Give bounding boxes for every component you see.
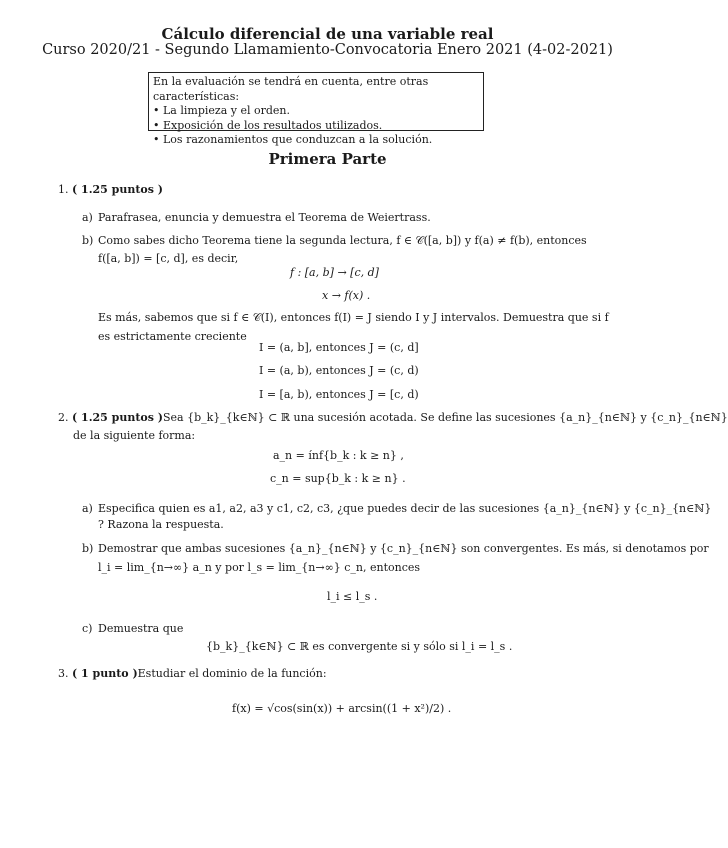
note-item: • Exposición de los resultados utilizados. bbox=[163, 119, 479, 134]
exam-title: Cálculo diferencial de una variable real bbox=[161, 25, 494, 43]
question-1-points: ( 1.25 puntos ) bbox=[72, 183, 163, 196]
q2-equation-supremum: c_n = sup{b_k : k ≥ n} . bbox=[270, 472, 406, 485]
note-intro: En la evaluación se tendrá en cuenta, entre otras características: bbox=[153, 75, 429, 103]
note-item: • Los razonamientos que conduzcan a la solución. bbox=[163, 133, 479, 148]
q2-part-b-line1: Demostrar que ambas sucesiones {a_n}_{n∈ℕ} y {c_n}_{n∈ℕ} son convergentes. Es más, si denotamos por bbox=[98, 542, 709, 555]
section-title: Primera Parte bbox=[268, 150, 387, 168]
question-3-number: 3. bbox=[58, 667, 69, 680]
question-1-header bbox=[58, 183, 163, 197]
q1-part-a-label: a) bbox=[82, 211, 93, 224]
question-2-number: 2. bbox=[58, 411, 69, 424]
question-3-points: ( 1 punto ) bbox=[72, 667, 138, 680]
q2-part-c-text: Demuestra que bbox=[98, 622, 184, 635]
q2-part-b-line2: l_i = lim_{n→∞} a_n y por l_s = lim_{n→∞} c_n, entonces bbox=[98, 561, 421, 574]
question-3-header bbox=[58, 667, 327, 681]
q1-case-row: I = [a, b), entonces J = [c, d) bbox=[259, 388, 419, 401]
q1-case-row: I = (a, b), entonces J = (c, d) bbox=[259, 364, 419, 377]
q1-map-line1: f : [a, b] → [c, d] bbox=[290, 266, 379, 279]
q2-part-a-label: a) bbox=[82, 502, 93, 515]
q1-map-line2: x → f(x) . bbox=[322, 289, 371, 302]
q1-case-row: I = (a, b], entonces J = (c, d] bbox=[259, 341, 419, 354]
note-list bbox=[153, 104, 479, 148]
evaluation-note-box bbox=[148, 72, 484, 146]
q1-part-b-label: b) bbox=[82, 234, 94, 247]
q2-part-a-line1: Especifica quien es a1, a2, a3 y c1, c2, c3, ¿que puedes decir de las sucesiones {a_n}_{n∈ℕ} y {c_n}_{n∈ℕ} bbox=[98, 502, 712, 515]
question-2-header bbox=[58, 411, 728, 425]
q1-part-b-line1: Como sabes dicho Teorema tiene la segunda lectura, f ∈ 𝒞([a, b]) y f(a) ≠ f(b), entonces bbox=[98, 234, 587, 247]
q1-part-b-line4: es estrictamente creciente bbox=[98, 330, 247, 343]
q1-part-a-text: Parafrasea, enuncia y demuestra el Teorema de Weiertrass. bbox=[98, 211, 431, 224]
q2-part-a-line2: ? Razona la respuesta. bbox=[98, 518, 224, 531]
q1-part-b-line2: f([a, b]) = [c, d], es decir, bbox=[98, 252, 239, 265]
question-2-points: ( 1.25 puntos ) bbox=[72, 411, 163, 424]
question-1-number: 1. bbox=[58, 183, 69, 196]
exam-subtitle: Curso 2020/21 - Segundo Llamamiento-Convocatoria Enero 2021 (4-02-2021) bbox=[42, 42, 613, 58]
q2-part-b-label: b) bbox=[82, 542, 94, 555]
q2-part-b-inequality: l_i ≤ l_s . bbox=[327, 590, 378, 603]
q3-function-equation: f(x) = √cos(sin(x)) + arcsin((1 + x²)/2) . bbox=[232, 702, 452, 715]
question-3-text: Estudiar el dominio de la función: bbox=[137, 667, 327, 680]
note-item: • La limpieza y el orden. bbox=[163, 104, 479, 119]
question-2-line2: de la siguiente forma: bbox=[73, 429, 196, 442]
q2-part-c-label: c) bbox=[82, 622, 93, 635]
q1-part-b-line3: Es más, sabemos que si f ∈ 𝒞(I), entonces f(I) = J siendo I y J intervalos. Demuestra que si f bbox=[98, 311, 609, 324]
q2-part-c-equation: {b_k}_{k∈ℕ} ⊂ ℝ es convergente si y sólo si l_i = l_s . bbox=[206, 640, 513, 653]
question-2-line1: Sea {b_k}_{k∈ℕ} ⊂ ℝ una sucesión acotada. Se define las sucesiones {a_n}_{n∈ℕ} y {c_n}_{n∈ℕ} bbox=[163, 411, 728, 424]
q2-equation-infimum: a_n = ínf{b_k : k ≥ n} , bbox=[273, 449, 404, 462]
